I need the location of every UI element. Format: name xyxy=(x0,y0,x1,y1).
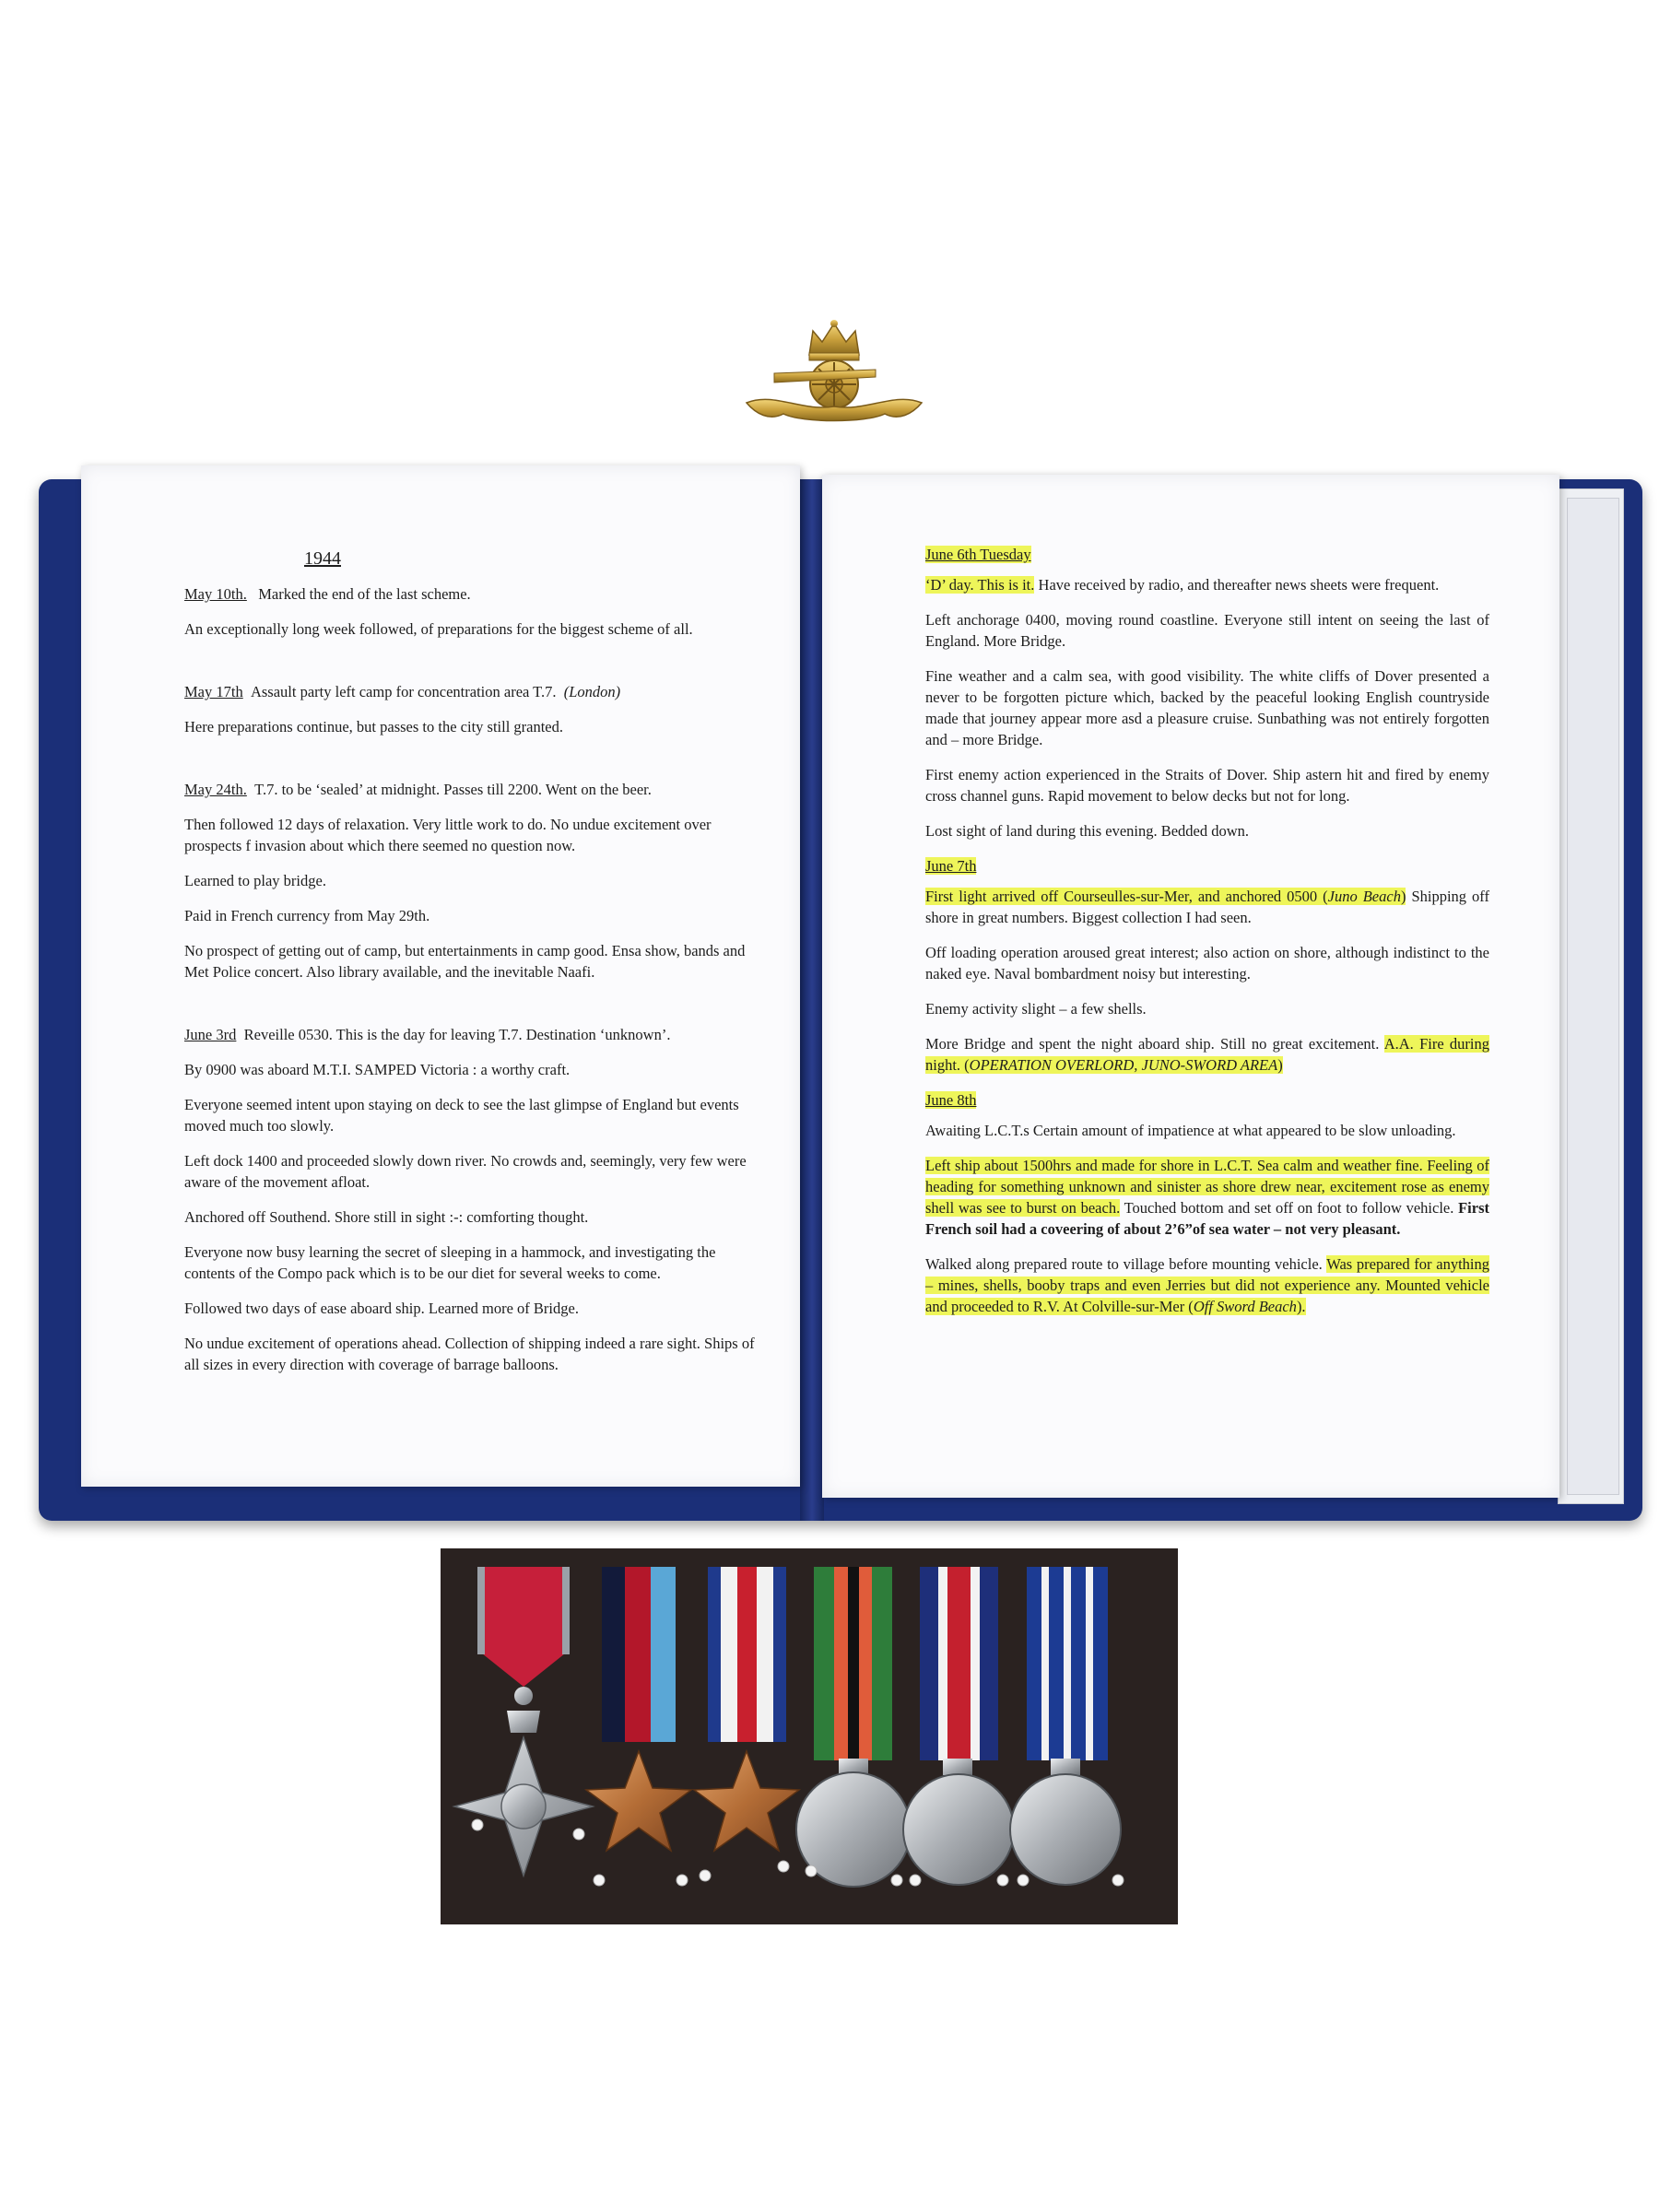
entry-paragraph xyxy=(925,574,1489,595)
entry-paragraph xyxy=(925,1155,1489,1240)
entry-text: Walked along prepared route to village before mounting vehicle. xyxy=(925,1255,1327,1273)
highlighted-italic: Off Sword Beach xyxy=(1193,1298,1297,1315)
entry-heading: June 8th xyxy=(925,1091,977,1109)
highlighted-italic: Juno Beach xyxy=(1327,888,1401,905)
entry-text: No prospect of getting out of camp, but entertainments in camp good. Ensa show, bands and Met Police concert. Also library available, and the inevitable Naafi. xyxy=(184,942,746,981)
entry-paragraph xyxy=(925,1033,1489,1076)
entry-text: An exceptionally long week followed, of preparations for the biggest scheme of all. xyxy=(184,620,693,638)
highlighted-text: ) xyxy=(1400,888,1406,905)
entry-text: Followed two days of ease aboard ship. Learned more of Bridge. xyxy=(184,1300,579,1317)
entry-text: Learned to play bridge. xyxy=(184,872,326,889)
entry-text: Left anchorage 0400, moving round coastline. Everyone still intent on seeing the last of England. More Bridge. xyxy=(925,611,1489,650)
entry-text: By 0900 was aboard M.T.I. SAMPED Victoria : a worthy craft. xyxy=(184,1061,571,1078)
binder-spine xyxy=(800,479,824,1521)
entry-text: Enemy activity slight – a few shells. xyxy=(925,1000,1147,1018)
entry-text: Here preparations continue, but passes to the city still granted. xyxy=(184,718,564,735)
entry-paragraph xyxy=(925,886,1489,928)
entry-text: Anchored off Southend. Shore still in sight :-: comforting thought. xyxy=(184,1208,589,1226)
entry-text: First enemy action experienced in the Straits of Dover. Ship astern hit and fired by enemy cross channel guns. Rapid movement to below decks but not for long. xyxy=(925,766,1489,805)
entry-place: (London) xyxy=(563,683,621,700)
highlighted-italic: OPERATION OVERLORD, JUNO-SWORD AREA xyxy=(969,1056,1278,1074)
entry-text: Paid in French currency from May 29th. xyxy=(184,907,430,924)
entry-heading: June 6th Tuesday xyxy=(925,546,1031,563)
highlighted-text: ‘D’ day. This is it. xyxy=(925,576,1035,594)
right-page xyxy=(925,544,1489,1331)
sleeve-stack-2 xyxy=(1567,498,1619,1495)
entry-text: Awaiting L.C.T.s Certain amount of impatience at what appeared to be slow unloading. xyxy=(925,1122,1456,1139)
entry-may-10 xyxy=(184,583,756,605)
entry-paragraph xyxy=(925,1253,1489,1317)
entry-text: No undue excitement of operations ahead. Collection of shipping indeed a rare sight. Ships of all sizes in every direction with coverage of barrage balloons. xyxy=(184,1335,755,1373)
entry-text: Everyone now busy learning the secret of sleeping in a hammock, and investigating the contents of the Compo pack which is to be our diet for several weeks to come. xyxy=(184,1243,716,1282)
entry-date: May 24th. xyxy=(184,781,247,798)
entry-text: Shipping off shore in great numbers. Biggest collection I had seen. xyxy=(925,888,1489,926)
entry-text: More Bridge and spent the night aboard ship. Still no great excitement. xyxy=(925,1035,1384,1053)
highlighted-text: Left ship about 1500hrs and made for shore in L.C.T. Sea calm and weather fine. Feeling of heading for something unknown and sinister as shore drew near, excitement rose as enemy shell was see to burst on beach. xyxy=(925,1157,1489,1217)
entry-may-17 xyxy=(184,681,756,702)
entry-date: May 10th. xyxy=(184,585,247,603)
entry-text: Then followed 12 days of relaxation. Very little work to do. No undue excitement over prospects f invasion about which there seemed no question now. xyxy=(184,816,712,854)
cap-badge xyxy=(737,318,931,438)
highlighted-text: ) xyxy=(1277,1056,1283,1074)
highlighted-text: First light arrived off Courseulles-sur-Mer, and anchored 0500 ( xyxy=(925,888,1328,905)
war-medal xyxy=(903,1567,1014,1885)
highlighted-text: Was prepared for anything – mines, shells, booby traps and even Jerries but did not experience any. Mounted vehicle and proceeded to R.V. At Colville-sur-Mer ( xyxy=(925,1255,1489,1315)
entry-text: Left dock 1400 and proceeded slowly down river. No crowds and, seemingly, very few were aware of the movement afloat. xyxy=(184,1152,747,1191)
highlighted-text: A.A. Fire during night. ( xyxy=(925,1035,1489,1074)
entry-text: Have received by radio, and thereafter news sheets were frequent. xyxy=(1034,576,1440,594)
left-page xyxy=(184,548,756,1389)
police-long-service-medal xyxy=(1010,1567,1121,1885)
entry-text: Marked the end of the last scheme. xyxy=(258,585,471,603)
entry-text: T.7. to be ‘sealed’ at midnight. Passes till 2200. Went on the beer. xyxy=(254,781,652,798)
page-year: 1944 xyxy=(304,548,341,569)
medal-group xyxy=(441,1548,1178,1924)
bold-text: First French soil had a coveering of about 2’6”of sea water – not very pleasant. xyxy=(925,1199,1489,1238)
entry-text: Fine weather and a calm sea, with good visibility. The white cliffs of Dover presented a never to be forgotten picture which, backed by the peaceful looking English countryside made that journey appear more asd a pleasure cruise. Sunbathing was not entirely forgotten and – more Bridge. xyxy=(925,667,1489,748)
entry-may-24 xyxy=(184,779,756,800)
entry-date: May 17th xyxy=(184,683,243,700)
entry-text: Touched bottom and set off on foot to follow vehicle. xyxy=(1120,1199,1459,1217)
entry-text: Off loading operation aroused great interest; also action on shore, although indistinct to the naked eye. Naval bombardment noisy but interesting. xyxy=(925,944,1489,982)
highlighted-text: ). xyxy=(1296,1298,1306,1315)
entry-june-3 xyxy=(184,1024,756,1045)
entry-date: June 3rd xyxy=(184,1026,237,1043)
entry-text: Lost sight of land during this evening. Bedded down. xyxy=(925,822,1250,840)
entry-text: Reveille 0530. This is the day for leaving T.7. Destination ‘unknown’. xyxy=(243,1026,671,1043)
entry-text: Everyone seemed intent upon staying on deck to see the last glimpse of England but events moved much too slowly. xyxy=(184,1096,739,1135)
entry-heading: June 7th xyxy=(925,857,977,875)
entry-text: Assault party left camp for concentration area T.7. xyxy=(250,683,557,700)
